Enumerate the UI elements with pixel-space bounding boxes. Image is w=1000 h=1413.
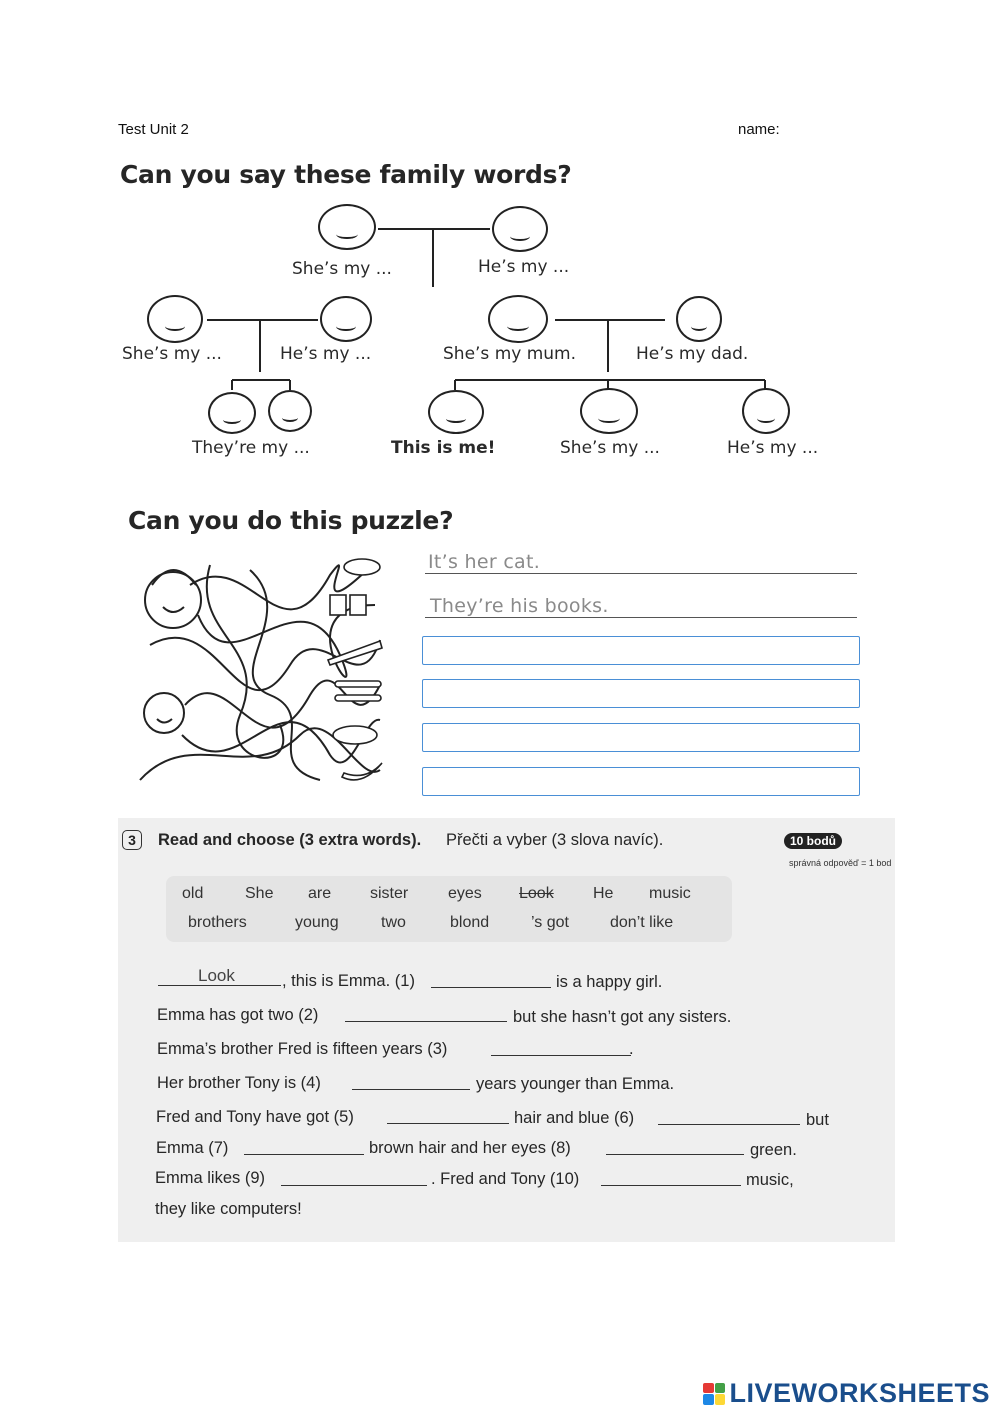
sister-face-icon xyxy=(580,388,638,434)
aunt-face-icon xyxy=(147,295,203,343)
word-bank-word-crossed: Look xyxy=(519,885,554,902)
section1-title: Can you say these family words? xyxy=(120,160,572,189)
liveworksheets-logo-icon xyxy=(703,1383,725,1405)
cousin-boy-face-icon xyxy=(268,390,312,432)
line3-text-b: . xyxy=(629,1040,634,1058)
word-bank-word: don’t like xyxy=(610,914,674,931)
points-badge: 10 bodů xyxy=(784,833,842,849)
line5-text-a: Fred and Tony have got (5) xyxy=(156,1108,354,1126)
word-bank-word: sister xyxy=(370,885,409,902)
word-bank-word: old xyxy=(182,885,204,902)
blank-9 xyxy=(281,1185,427,1186)
line6-text-a: Emma (7) xyxy=(156,1139,229,1157)
label-cousins: They’re my ... xyxy=(192,438,310,458)
line3-text-a: Emma’s brother Fred is fifteen years (3) xyxy=(157,1040,448,1058)
line5-text-c: but xyxy=(806,1111,829,1129)
label-grandpa: He’s my ... xyxy=(478,257,570,277)
exercise-instruction-cz: Přečti a vyber (3 slova navíc). xyxy=(446,831,664,849)
word-bank-word: are xyxy=(308,885,332,902)
label-brother: He’s my ... xyxy=(727,438,819,458)
label-mum: She’s my mum. xyxy=(443,344,577,364)
word-bank-word: She xyxy=(245,885,274,902)
brother-face-icon xyxy=(742,388,790,434)
example-answer-1: It’s her cat. xyxy=(428,551,541,573)
name-label: name: xyxy=(738,121,780,138)
line7-text-a: Emma likes (9) xyxy=(155,1169,266,1187)
blank-6 xyxy=(658,1124,800,1125)
exercise-instruction: Read and choose (3 extra words). xyxy=(158,831,422,849)
example-line-1 xyxy=(425,573,857,574)
grandma-face-icon xyxy=(318,204,376,250)
label-sister: She’s my ... xyxy=(560,438,660,458)
exercise-number: 3 xyxy=(122,830,142,850)
blank-2 xyxy=(345,1021,507,1022)
points-note: správná odpověď = 1 bod xyxy=(789,858,892,868)
line4-text-a: Her brother Tony is (4) xyxy=(157,1074,321,1092)
blank-8 xyxy=(606,1154,744,1155)
blank-7 xyxy=(244,1154,364,1155)
uncle-face-icon xyxy=(320,296,372,342)
blank-4 xyxy=(352,1089,470,1090)
label-grandma: She’s my ... xyxy=(292,259,392,279)
me-face-icon xyxy=(428,390,484,434)
answer-input-2[interactable] xyxy=(422,679,860,708)
answer-input-1[interactable] xyxy=(422,636,860,665)
word-bank-word: brothers xyxy=(188,914,247,931)
tangled-lines-puzzle-image xyxy=(130,545,410,795)
word-bank-word: ’s got xyxy=(531,914,569,931)
example-line-2 xyxy=(425,617,857,618)
word-bank-word: blond xyxy=(450,914,490,931)
label-uncle: He’s my ... xyxy=(280,344,372,364)
example-answer-2: They’re his books. xyxy=(430,595,609,617)
word-bank-word: He xyxy=(593,885,614,902)
answer-input-3[interactable] xyxy=(422,723,860,752)
test-title: Test Unit 2 xyxy=(118,121,189,138)
word-bank-word: music xyxy=(649,885,691,902)
blank-1 xyxy=(431,987,551,988)
line2-text-b: but she hasn’t got any sisters. xyxy=(513,1008,732,1026)
label-aunt: She’s my ... xyxy=(122,344,222,364)
line1-text-b: is a happy girl. xyxy=(556,973,663,991)
answer-input-4[interactable] xyxy=(422,767,860,796)
line6-text-b: brown hair and her eyes (8) xyxy=(369,1139,571,1157)
word-bank-word: two xyxy=(381,914,406,931)
brand-name: LIVEWORKSHEETS xyxy=(729,1378,990,1408)
line7-text-c: music, xyxy=(746,1171,794,1189)
label-dad: He’s my dad. xyxy=(636,344,749,364)
line1-text-a: , this is Emma. (1) xyxy=(282,972,415,990)
line2-text-a: Emma has got two (2) xyxy=(157,1006,319,1024)
line8-text: they like computers! xyxy=(155,1200,302,1218)
liveworksheets-brand xyxy=(703,1378,990,1409)
word-bank-word: young xyxy=(295,914,339,931)
line7-text-b: . Fred and Tony (10) xyxy=(431,1170,580,1188)
line4-text-b: years younger than Emma. xyxy=(476,1075,675,1093)
section2-title: Can you do this puzzle? xyxy=(128,506,454,535)
blank-10 xyxy=(601,1185,741,1186)
blank-3 xyxy=(491,1055,631,1056)
example-filled-answer: Look xyxy=(198,966,235,985)
grandpa-face-icon xyxy=(492,206,548,252)
blank-5 xyxy=(387,1123,509,1124)
word-bank-word: eyes xyxy=(448,885,482,902)
dad-face-icon xyxy=(676,296,722,342)
cousin-girl-face-icon xyxy=(208,392,256,434)
line5-text-b: hair and blue (6) xyxy=(514,1109,635,1127)
label-me: This is me! xyxy=(391,438,496,458)
line6-text-c: green. xyxy=(750,1141,797,1159)
exercise-3-scan xyxy=(118,818,895,1242)
mum-face-icon xyxy=(488,295,548,343)
